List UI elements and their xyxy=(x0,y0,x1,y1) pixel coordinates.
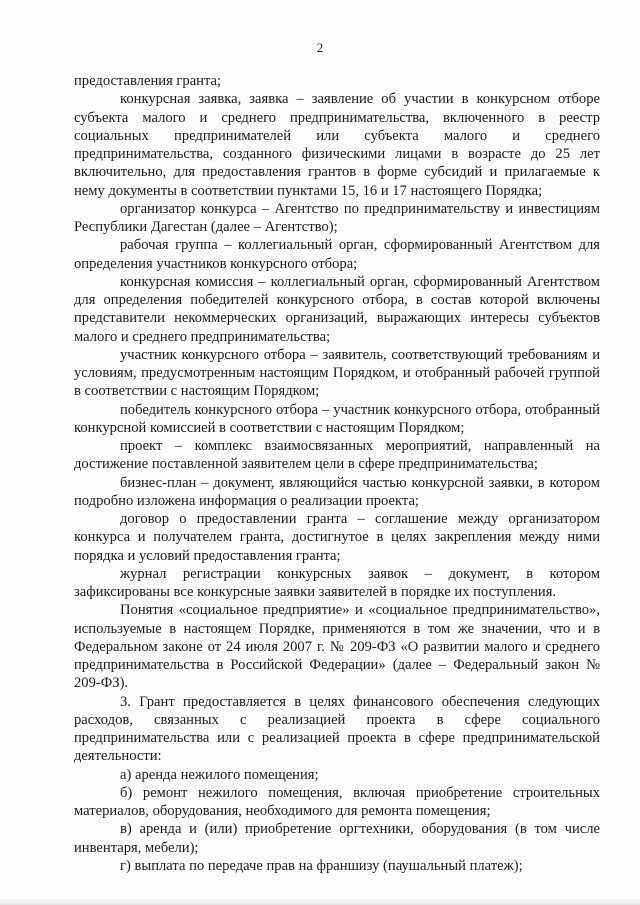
list-item-b: б) ремонт нежилого помещения, включая приобретение строительных материалов, оборудования, необходимого для ремонта помещения; xyxy=(74,784,600,819)
paragraph-definition-organizer: организатор конкурса – Агентство по предпринимательству и инвестициям Республики Дагестан (далее – Агентство); xyxy=(74,200,600,235)
paragraph-definition-project: проект – комплекс взаимосвязанных мероприятий, направленный на достижение поставленной заявителем цели в сфере предпринимательства; xyxy=(74,438,600,473)
paragraph-definition-journal: журнал регистрации конкурсных заявок – документ, в котором зафиксированы все конкурсные заявки заявителей в порядке их поступления. xyxy=(74,565,600,600)
list-item-a: а) аренда нежилого помещения; xyxy=(120,766,319,783)
list-item-v: в) аренда и (или) приобретение оргтехники, оборудования (в том числе инвентаря, мебели); xyxy=(74,821,600,856)
scan-bottom-edge xyxy=(0,899,640,905)
page-number: 2 xyxy=(316,40,324,55)
document-body xyxy=(74,72,600,875)
paragraph-definition-working-group: рабочая группа – коллегиальный орган, сформированный Агентством для определения участников конкурсного отбора; xyxy=(74,237,600,272)
paragraph-definition-business-plan: бизнес-план – документ, являющийся частью конкурсной заявки, в котором подробно изложена информация о реализации проекта; xyxy=(74,474,600,509)
paragraph-definition-agreement: договор о предоставлении гранта – соглашение между организатором конкурса и получателем гранта, достигнутое в целях закрепления между ними порядка и условий предоставления гранта; xyxy=(74,511,600,564)
paragraph-definition-winner: победитель конкурсного отбора – участник конкурсного отбора, отобранный конкурсной комиссией в соответствии с настоящим Порядком; xyxy=(74,401,600,436)
paragraph-continuation: предоставления гранта; xyxy=(74,73,222,89)
list-item-g: г) выплата по передаче прав на франшизу (паушальный платеж); xyxy=(120,857,523,874)
paragraph-clause-3: 3. Грант предоставляется в целях финансового обеспечения следующих расходов, связанных с реализацией проекта в сфере социального предпринимательства или с реализацией проекта в сфере предпринимательской деятельности: xyxy=(74,693,600,765)
paragraph-concepts: Понятия «социальное предприятие» и «социальное предпринимательство», используемые в настоящем Порядке, применяются в том же значении, что и в Федеральном законе от 24 июля 2007 г. № 209-ФЗ «О развитии малого и среднего предпринимательства в Российской Федерации» (далее – Федеральный закон № 209-ФЗ). xyxy=(74,602,600,692)
paragraph-definition-application: конкурсная заявка, заявка – заявление об участии в конкурсном отборе субъекта малого и среднего предпринимательства, включенного в реестр социальных предпринимателей или субъекта малого и среднего предпринимательства, созданного физическими лицами в возрасте до 25 лет включительно, для предоставления грантов в форме субсидий и прилагаемые к нему документы в соответствии пунктами 15, 16 и 17 настоящего Порядка; xyxy=(74,91,600,199)
paragraph-definition-commission: конкурсная комиссия – коллегиальный орган, сформированный Агентством для определения победителей конкурсного отбора, в состав которой включены представители некоммерческих организаций, выражающих интересы субъектов малого и среднего предпринимательства; xyxy=(74,273,600,345)
paragraph-definition-participant: участник конкурсного отбора – заявитель, соответствующий требованиям и условиям, предусмотренным настоящим Порядком, и отобранный рабочей группой в соответствии с настоящим Порядком; xyxy=(74,346,600,400)
